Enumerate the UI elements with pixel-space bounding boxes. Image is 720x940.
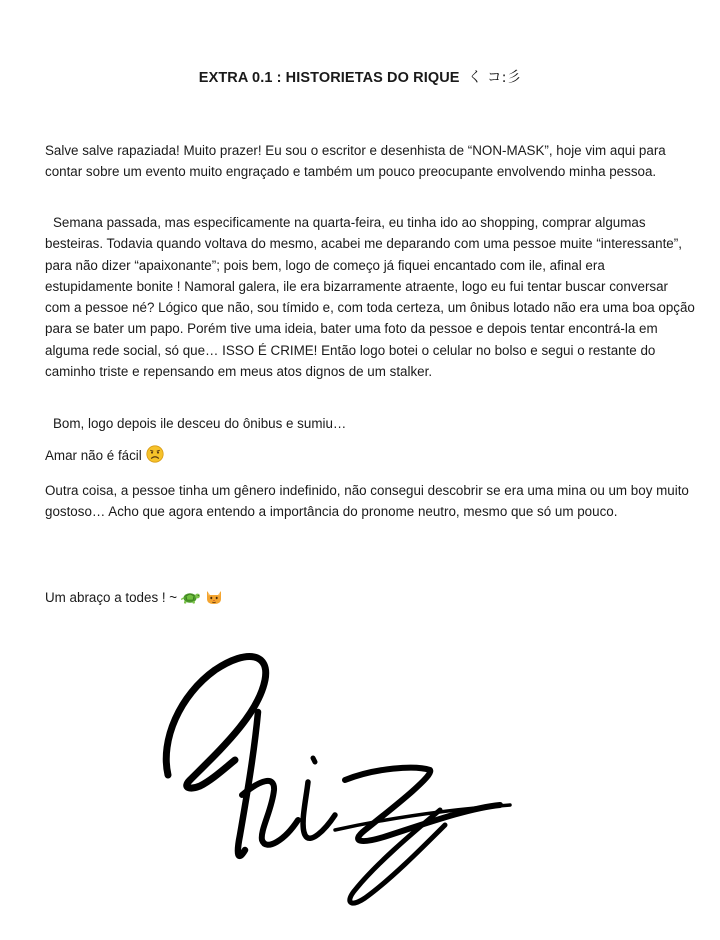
document-title	[0, 66, 720, 87]
paragraph-intro: Salve salve rapaziada! Muito prazer! Eu sou o escritor e desenhista de “NON-MASK”, hoje vim aqui para contar sobre um evento muito engraçado e também um pouco preocupante envolvendo minha pessoa.	[45, 143, 666, 180]
paragraph-gender: Outra coisa, a pessoe tinha um gênero indefinido, não consegui descobrir se era uma mina ou um boy muito gostoso… Acho que agora entendo a importância do pronome neutro, mesmo que só um pouco.	[45, 483, 689, 520]
paragraph-closing	[45, 587, 695, 611]
sad-face-icon	[146, 445, 164, 469]
signature-i	[303, 782, 335, 838]
paragraph-disappeared: Bom, logo depois ile desceu do ônibus e sumiu…	[53, 416, 347, 431]
love-text: Amar não é fácil	[45, 448, 142, 463]
paragraph-story: Semana passada, mas especificamente na quarta-feira, eu tinha ido ao shopping, comprar algumas besteiras. Todavia quando voltava do mesmo, acabei me deparando com uma pessoe muite “interessante”, para não dizer “apaixonante”; pois bem, logo de começo já fiquei encantado com ile, afinal era estupidamente bonite ! Namoral galera, ile era bizarramente atraente, logo eu fui tentar buscar conversar com a pessoe né? Lógico que não, sou tímido e, com toda certeza, um ônibus lotado não era uma boa opção para se bater um papo. Porém tive uma ideia, bater uma foto da pessoe e depois tentar encontrá-la em alguma rede social, só que… ISSO É CRIME! Então logo botei o celular no bolso e segui o restante do caminho triste e repensando em meus atos dignos de um stalker.	[45, 215, 695, 380]
cat-face-icon	[205, 587, 223, 611]
turtle-icon	[181, 589, 201, 611]
paragraph-love	[45, 445, 695, 469]
handwritten-signature	[150, 640, 540, 930]
signature-r-leg	[242, 781, 298, 845]
signature-i-dot	[313, 758, 315, 762]
closing-text: Um abraço a todes ! ~	[45, 590, 178, 605]
title-text: EXTRA 0.1 : HISTORIETAS DO RIQUE	[198, 70, 460, 86]
squid-emoticon: く コ:彡	[467, 70, 522, 86]
signature-q-loop	[345, 768, 500, 841]
